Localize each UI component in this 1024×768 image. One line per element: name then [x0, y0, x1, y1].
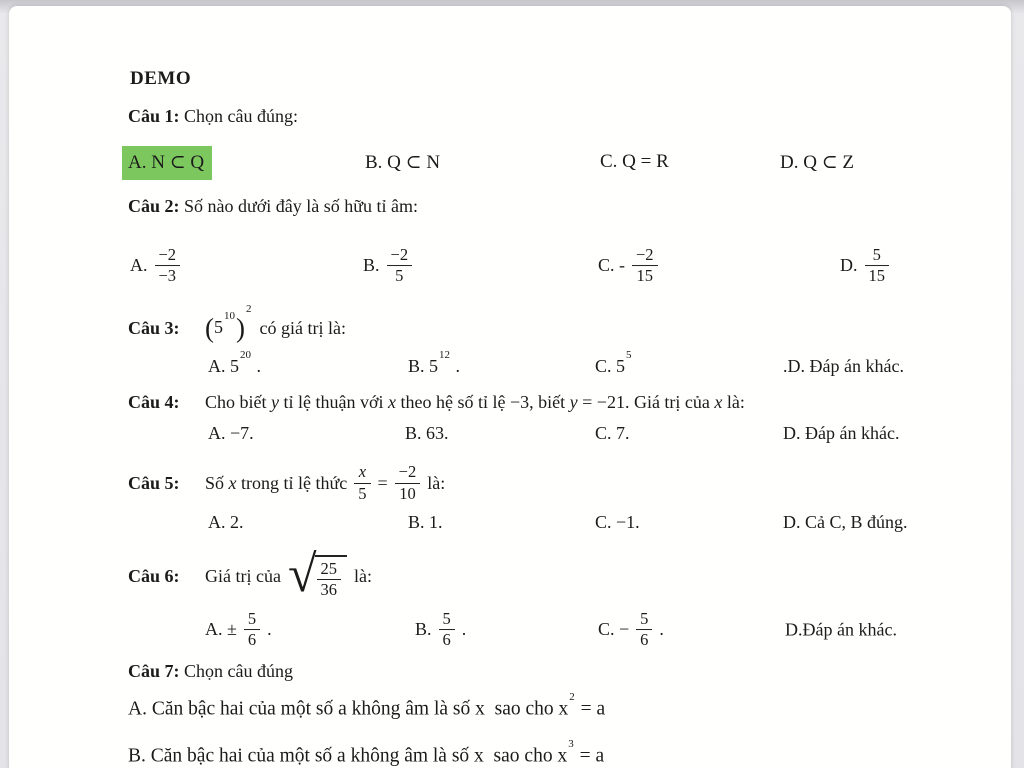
prompt-tail: là: [427, 472, 446, 493]
var-x: x [388, 392, 397, 412]
radicand [315, 555, 348, 600]
var-x: x [714, 392, 723, 412]
option-1d: D. Q ⊂ Z [780, 152, 854, 173]
fraction-numerator: 25 [317, 560, 342, 580]
fraction-numerator: 5 [244, 610, 260, 630]
option-6d: D.Đáp án khác. [785, 619, 897, 640]
question-7-header [128, 661, 293, 682]
option-6a [205, 610, 272, 650]
question-3-label: Câu 3: [128, 317, 180, 338]
base: 5 [214, 316, 223, 337]
option-4c: C. 7. [595, 423, 630, 443]
question-5-prompt [205, 473, 347, 494]
option-2c [598, 246, 658, 286]
option-2a [130, 246, 180, 286]
fraction-numerator: −2 [632, 246, 658, 266]
option-letter: C. [595, 356, 612, 376]
option-6b [415, 610, 466, 650]
option-5b: B. 1. [408, 512, 443, 532]
tail: . [659, 619, 664, 640]
option-4b: B. 63. [405, 423, 449, 443]
option-2d [840, 246, 889, 286]
fraction-numerator: 5 [865, 246, 890, 266]
fraction-numerator: 5 [439, 610, 455, 630]
option-5d: D. Cả C, B đúng. [783, 512, 908, 532]
option-letter: D. [840, 255, 858, 276]
option-4a: A. −7. [208, 423, 254, 443]
option-letter: B. [408, 356, 425, 376]
fraction-numerator: −2 [155, 246, 181, 266]
option-letter: B. [363, 255, 380, 276]
option-5a: A. 2. [208, 512, 244, 532]
option-letter: B. [415, 619, 432, 640]
exponent: 10 [224, 309, 235, 322]
statement-a [128, 691, 606, 721]
text: A. Căn bậc hai của một số a không âm là số x sao cho x [128, 698, 569, 720]
var-x: x [228, 472, 237, 493]
prompt-tail: là: [354, 565, 373, 586]
fraction-denominator: 6 [247, 630, 257, 650]
fraction-denominator: 15 [636, 266, 654, 286]
text: là: [722, 392, 745, 412]
fraction-denominator: 5 [358, 483, 367, 503]
fraction-left [354, 463, 370, 503]
text: = a [575, 698, 606, 720]
fraction-denominator: 15 [868, 266, 885, 286]
question-6-label: Câu 6: [128, 565, 180, 586]
question-5-header [128, 457, 445, 509]
exponent: 3 [568, 738, 574, 750]
option-2b [363, 246, 412, 286]
var-y: y [271, 392, 279, 412]
fraction-numerator: 5 [636, 610, 652, 630]
question-1-header [128, 106, 298, 127]
fraction-numerator: x [354, 463, 370, 483]
option-1c: C. Q = R [600, 151, 669, 172]
question-2-label: Câu 2: [128, 196, 180, 216]
option-4d: D. Đáp án khác. [783, 423, 900, 443]
option-letter: C. - [598, 255, 625, 276]
fraction-denominator: 36 [320, 579, 338, 599]
fraction [439, 610, 455, 650]
text: = −21. Giá trị của [577, 392, 715, 412]
option-1b: B. Q ⊂ N [365, 152, 441, 173]
question-6-options [0, 602, 1024, 658]
option-letter: A. [130, 255, 148, 276]
question-7-prompt: Chọn câu đúng [184, 661, 293, 681]
fraction [387, 246, 413, 286]
fraction [632, 246, 658, 286]
text: Cho biết [205, 392, 271, 412]
question-4-label: Câu 4: [128, 392, 180, 412]
fraction-denominator: 6 [442, 630, 451, 650]
fraction-denominator: 6 [640, 630, 649, 650]
close-paren: ) [236, 312, 245, 343]
exponent: 20 [240, 349, 251, 361]
question-2-prompt: Số nào dưới đây là số hữu tỉ âm: [184, 196, 419, 216]
option-3d: .D. Đáp án khác. [783, 356, 904, 376]
fraction [865, 246, 890, 286]
fraction-numerator: −2 [395, 463, 421, 483]
text: tỉ lệ thuận với [279, 392, 389, 412]
base: 5 [230, 356, 239, 376]
fraction-denominator: −3 [158, 266, 177, 286]
fraction-right [395, 463, 421, 503]
question-4-prompt [205, 392, 745, 412]
fraction [636, 610, 652, 650]
fraction-denominator: 10 [399, 483, 416, 503]
statement-b [128, 738, 605, 768]
fraction [317, 560, 342, 600]
question-6-prompt: Giá trị của [205, 565, 281, 586]
equals-sign: = [377, 472, 388, 493]
option-6c [598, 610, 664, 650]
question-2-options [0, 237, 1024, 295]
option-1a-highlighted: A. N ⊂ Q [122, 146, 212, 180]
option-letter: A. ± [205, 619, 237, 640]
question-3-prompt: có giá trị là: [259, 317, 346, 338]
exponent: 5 [626, 349, 632, 361]
exponent: 2 [569, 691, 575, 703]
option-3b [408, 349, 461, 377]
question-6-header [128, 545, 372, 607]
square-root [287, 545, 347, 603]
question-4-header [128, 392, 745, 413]
option-3c [595, 349, 633, 377]
option-letter: C. − [598, 619, 630, 640]
fraction-numerator: −2 [387, 246, 413, 266]
text: B. Căn bậc hai của một số a không âm là số x sao cho x [128, 745, 568, 767]
tail: . [451, 356, 461, 376]
base: 5 [429, 356, 439, 376]
outer-exponent: 2 [246, 302, 252, 315]
text: = a [574, 745, 605, 767]
base: 5 [616, 356, 626, 376]
option-5c: C. −1. [595, 512, 640, 532]
option-3a [208, 349, 261, 377]
tail: . [252, 356, 261, 376]
text: theo hệ số tỉ lệ −3, biết [396, 392, 570, 412]
math-expression [205, 302, 253, 343]
page-title: DEMO [130, 68, 192, 89]
question-5-label: Câu 5: [128, 472, 180, 493]
question-1-prompt: Chọn câu đúng: [184, 106, 299, 126]
question-2-header [128, 196, 418, 217]
question-7-label: Câu 7: [128, 661, 180, 681]
exponent: 12 [439, 349, 451, 361]
fraction-denominator: 5 [395, 266, 404, 286]
text: trong tỉ lệ thức [236, 472, 348, 493]
tail: . [461, 619, 467, 640]
var-y: y [569, 392, 578, 412]
fraction [155, 246, 181, 286]
question-1-label: Câu 1: [128, 106, 180, 126]
radical-icon: √ [287, 545, 317, 603]
option-letter: A. [208, 356, 226, 376]
text: Số [205, 472, 229, 493]
open-paren: ( [205, 312, 214, 343]
fraction [244, 610, 260, 650]
question-3-header [128, 302, 346, 348]
tail: . [267, 619, 272, 640]
